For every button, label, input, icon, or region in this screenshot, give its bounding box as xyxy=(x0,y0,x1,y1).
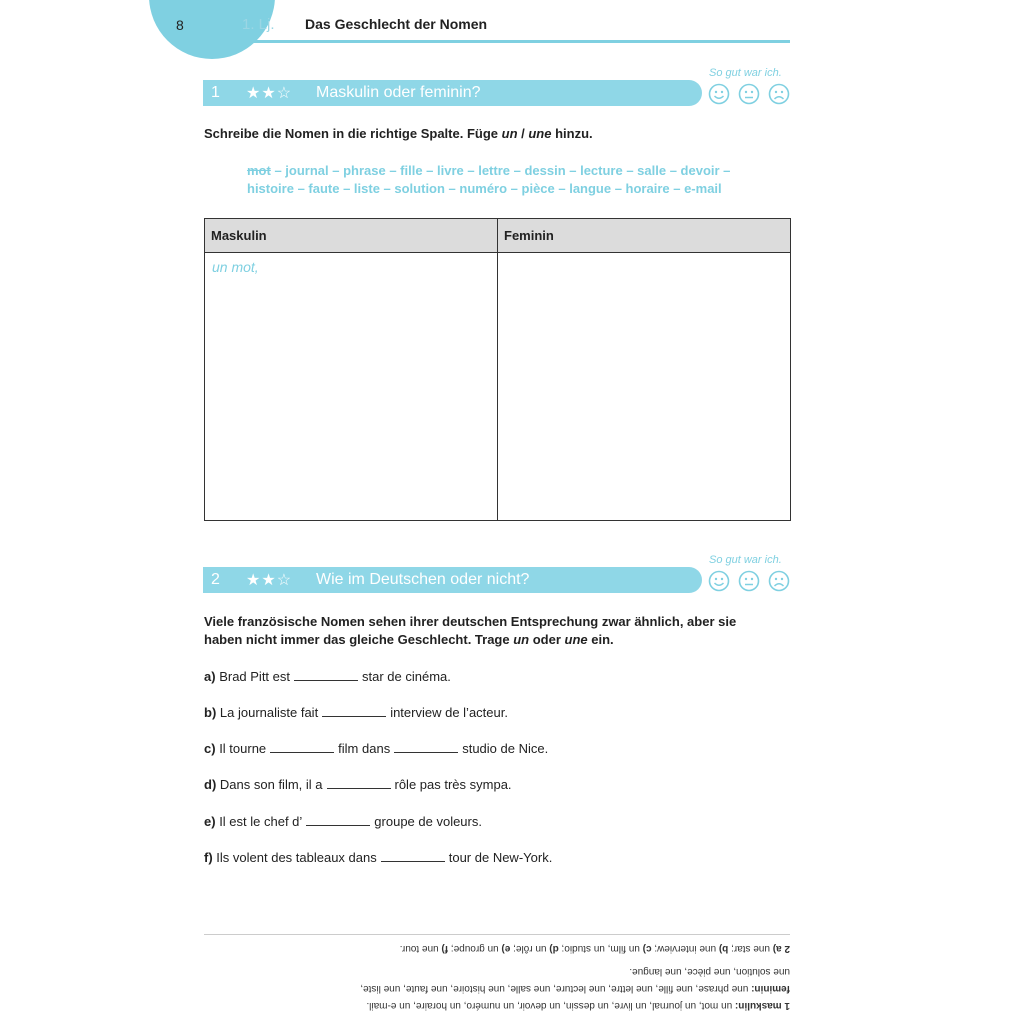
answer-line-4 xyxy=(204,940,790,957)
answer-text: un rôle; xyxy=(510,943,550,954)
exercise-item-a xyxy=(204,668,451,684)
item-text-end: groupe de voleurs. xyxy=(374,814,482,829)
word-struck: mot xyxy=(247,163,271,178)
answer-blank[interactable] xyxy=(381,849,445,862)
column-header-maskulin: Maskulin xyxy=(205,219,498,253)
answer-blank[interactable] xyxy=(294,668,358,681)
item-text: Ils volent des tableaux dans xyxy=(216,850,377,865)
smiley-neutral-icon[interactable] xyxy=(738,83,760,105)
item-text: Dans son film, il a xyxy=(219,777,323,792)
difficulty-stars: ★★☆ xyxy=(246,572,293,589)
section-1-header xyxy=(203,80,702,106)
page-title: Das Geschlecht der Nomen xyxy=(305,16,488,32)
answer-label: e) xyxy=(501,943,511,954)
intro-end: ein. xyxy=(587,632,614,647)
answer-label: f) xyxy=(441,943,449,954)
answer-blank[interactable] xyxy=(327,776,391,789)
intro-une: une xyxy=(564,632,588,647)
word-list: – journal – phrase – fille – livre – lettre – dessin – lecture – salle – devoir – xyxy=(270,163,731,178)
answer-line-3: une solution, une pièce, une langue. xyxy=(629,966,790,977)
answer-text: une interview; xyxy=(651,943,719,954)
instruction-text-end: hinzu. xyxy=(551,126,593,141)
maskulin-cell[interactable] xyxy=(205,253,498,521)
item-text-end: rôle pas très sympa. xyxy=(394,777,512,792)
word-bank-line-2: histoire – faute – liste – solution – numéro – pièce – langue – horaire – e-mail xyxy=(247,181,722,196)
grade-level: 1. Lj. xyxy=(242,16,275,33)
answer-text: une phrase, une fille, une lettre, une lecture, une salle, une histoire, une faute, une liste, xyxy=(360,983,752,994)
instruction-sep: / xyxy=(517,126,529,141)
section-title: Maskulin oder feminin? xyxy=(316,84,481,101)
item-letter: b) xyxy=(204,705,217,720)
section-title: Wie im Deutschen oder nicht? xyxy=(316,571,530,588)
column-header-feminin: Feminin xyxy=(498,219,791,253)
gender-table xyxy=(204,218,791,521)
word-bank-line-1 xyxy=(247,162,730,180)
smiley-sad-icon[interactable] xyxy=(768,570,790,592)
instruction-une: une xyxy=(528,126,552,141)
intro-un: un xyxy=(513,632,530,647)
answer-label: 2 a) xyxy=(772,943,790,954)
word-bank xyxy=(247,162,730,198)
section-number: 2 xyxy=(211,571,220,588)
smiley-happy-icon[interactable] xyxy=(708,570,730,592)
self-rating-faces-2 xyxy=(708,570,790,592)
footer-divider xyxy=(204,934,790,935)
answer-label: 1 maskulin: xyxy=(734,1000,790,1011)
item-letter: f) xyxy=(204,850,213,865)
answer-text: un groupe; xyxy=(448,943,502,954)
header-divider xyxy=(236,40,790,43)
smiley-neutral-icon[interactable] xyxy=(738,570,760,592)
answer-blank[interactable] xyxy=(322,704,386,717)
item-letter: a) xyxy=(204,669,216,684)
answer-text: une star; xyxy=(728,943,773,954)
section-1-instruction xyxy=(204,125,593,143)
exercise-item-d xyxy=(204,776,512,792)
answer-key-inverted xyxy=(204,940,790,1014)
page-number: 8 xyxy=(176,17,184,33)
answer-blank[interactable] xyxy=(306,813,370,826)
intro-line-2 xyxy=(204,631,736,649)
intro-mid: oder xyxy=(529,632,565,647)
difficulty-stars: ★★☆ xyxy=(246,85,293,102)
answer-blank[interactable] xyxy=(394,740,458,753)
intro-text: haben nicht immer das gleiche Geschlecht. Trage xyxy=(204,632,514,647)
exercise-item-e xyxy=(204,813,482,829)
answer-label: b) xyxy=(718,943,729,954)
section-2-instruction xyxy=(204,613,736,649)
answer-label: feminin: xyxy=(751,983,790,994)
section-number: 1 xyxy=(211,84,220,101)
item-text-end: star de cinéma. xyxy=(362,669,451,684)
item-text: Il tourne xyxy=(219,741,267,756)
section-2-header xyxy=(203,567,702,593)
answer-text: un mot, un journal, un livre, un dessin, un devoir, un numéro, un horaire, un e-mail. xyxy=(366,1000,735,1011)
item-text-middle: film dans xyxy=(338,741,391,756)
item-text: Il est le chef d’ xyxy=(219,814,303,829)
instruction-un: un xyxy=(501,126,518,141)
example-answer: un mot, xyxy=(212,259,259,275)
smiley-sad-icon[interactable] xyxy=(768,83,790,105)
answer-blank[interactable] xyxy=(270,740,334,753)
item-text-end: interview de l’acteur. xyxy=(390,705,508,720)
item-letter: e) xyxy=(204,814,216,829)
item-text: La journaliste fait xyxy=(219,705,319,720)
answer-line-2 xyxy=(204,980,790,997)
smiley-happy-icon[interactable] xyxy=(708,83,730,105)
exercise-item-b xyxy=(204,704,508,720)
item-text-end: studio de Nice. xyxy=(462,741,549,756)
answer-label: d) xyxy=(549,943,559,954)
item-text-end: tour de New-York. xyxy=(448,850,553,865)
self-rating-label-2: So gut war ich. xyxy=(709,554,782,566)
answer-label: c) xyxy=(642,943,652,954)
feminin-cell[interactable] xyxy=(498,253,791,521)
item-letter: c) xyxy=(204,741,216,756)
item-letter: d) xyxy=(204,777,217,792)
intro-line-1: Viele französische Nomen sehen ihrer deutschen Entsprechung zwar ähnlich, aber sie xyxy=(204,614,737,629)
self-rating-faces xyxy=(708,83,790,105)
answer-text: un film, un studio; xyxy=(558,943,643,954)
item-text: Brad Pitt est xyxy=(219,669,290,684)
answer-text: une tour. xyxy=(399,943,442,954)
exercise-item-f xyxy=(204,849,552,865)
instruction-text: Schreibe die Nomen in die richtige Spalte. Füge xyxy=(204,126,502,141)
exercise-item-c xyxy=(204,740,548,756)
self-rating-label: So gut war ich. xyxy=(709,67,782,79)
answer-line-1 xyxy=(204,997,790,1014)
